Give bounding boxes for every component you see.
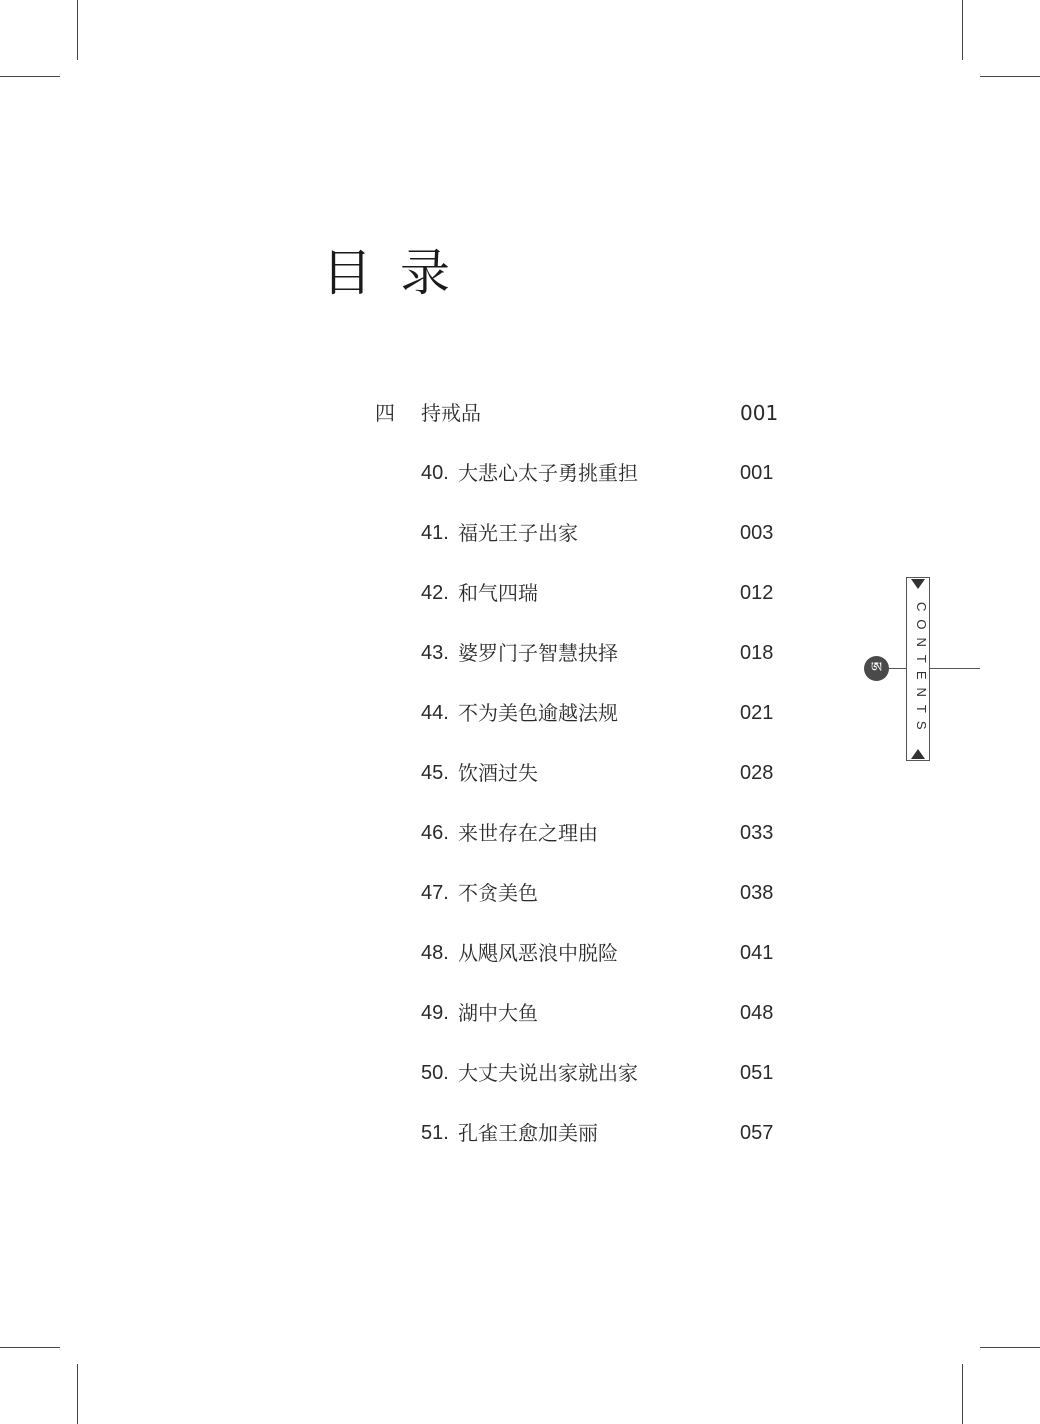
toc-entry[interactable] xyxy=(421,940,781,1000)
toc-entry[interactable] xyxy=(421,820,781,880)
entry-page-number: 033 xyxy=(740,822,774,844)
entry-number: 51. xyxy=(421,1122,449,1144)
triangle-down-icon xyxy=(911,579,925,589)
toc-entry[interactable] xyxy=(421,580,781,640)
toc-entry[interactable] xyxy=(421,760,781,820)
toc-entry-list xyxy=(421,460,781,1180)
chapter-title[interactable]: 持戒品 xyxy=(421,401,481,425)
entry-number: 44. xyxy=(421,702,449,724)
triangle-up-icon xyxy=(911,749,925,759)
entry-title: 大悲心太子勇挑重担 xyxy=(458,461,638,485)
entry-number: 45. xyxy=(421,762,449,784)
crop-mark-top-right-vertical xyxy=(962,0,963,60)
entry-page-number: 038 xyxy=(740,882,774,904)
entry-page-number: 012 xyxy=(740,582,774,604)
tibetan-syllable-emblem-icon: ཨ xyxy=(864,656,889,681)
entry-title: 婆罗门子智慧抉择 xyxy=(458,641,618,665)
toc-entry[interactable] xyxy=(421,640,781,700)
crop-mark-top-left-horizontal xyxy=(0,76,60,77)
entry-page-number: 018 xyxy=(740,642,774,664)
entry-page-number: 051 xyxy=(740,1062,774,1084)
tab-connector-line-left xyxy=(888,668,906,669)
crop-mark-top-right-horizontal xyxy=(980,76,1040,77)
entry-number: 48. xyxy=(421,942,449,964)
entry-page-number: 041 xyxy=(740,942,774,964)
entry-number: 50. xyxy=(421,1062,449,1084)
toc-entry[interactable] xyxy=(421,460,781,520)
crop-mark-bottom-left-horizontal xyxy=(0,1347,60,1348)
entry-title: 福光王子出家 xyxy=(458,521,578,545)
entry-number: 49. xyxy=(421,1002,449,1024)
crop-mark-bottom-left-vertical xyxy=(77,1364,78,1424)
toc-entry[interactable] xyxy=(421,520,781,580)
page-title: 目录 xyxy=(322,244,478,302)
entry-page-number: 001 xyxy=(740,462,774,484)
toc-entry[interactable] xyxy=(421,1000,781,1060)
toc-entry[interactable] xyxy=(421,1060,781,1120)
entry-page-number: 028 xyxy=(740,762,774,784)
chapter-page-number: 001 xyxy=(740,401,779,425)
entry-number: 41. xyxy=(421,522,449,544)
entry-page-number: 003 xyxy=(740,522,774,544)
entry-number: 47. xyxy=(421,882,449,904)
entry-number: 40. xyxy=(421,462,449,484)
entry-title: 孔雀王愈加美丽 xyxy=(458,1121,598,1145)
toc-entry[interactable] xyxy=(421,880,781,940)
toc-entry[interactable] xyxy=(421,700,781,760)
crop-mark-bottom-right-horizontal xyxy=(980,1347,1040,1348)
chapter-number: 四 xyxy=(375,401,395,425)
entry-title: 不为美色逾越法规 xyxy=(458,701,618,725)
entry-title: 和气四瑞 xyxy=(458,581,538,605)
entry-title: 来世存在之理由 xyxy=(458,821,598,845)
entry-page-number: 021 xyxy=(740,702,774,724)
toc-entry[interactable] xyxy=(421,1120,781,1180)
crop-mark-bottom-right-vertical xyxy=(962,1364,963,1424)
tab-connector-line-right xyxy=(930,668,980,669)
entry-title: 湖中大鱼 xyxy=(458,1001,538,1025)
entry-title: 不贪美色 xyxy=(458,881,538,905)
entry-number: 42. xyxy=(421,582,449,604)
contents-tab-label: CONTENTS xyxy=(914,602,929,738)
entry-page-number: 057 xyxy=(740,1122,774,1144)
entry-title: 从飓风恶浪中脱险 xyxy=(458,941,618,965)
entry-title: 饮酒过失 xyxy=(458,761,538,785)
contents-side-tab[interactable] xyxy=(906,577,930,761)
crop-mark-top-left-vertical xyxy=(77,0,78,60)
entry-number: 43. xyxy=(421,642,449,664)
entry-number: 46. xyxy=(421,822,449,844)
entry-title: 大丈夫说出家就出家 xyxy=(458,1061,638,1085)
entry-page-number: 048 xyxy=(740,1002,774,1024)
